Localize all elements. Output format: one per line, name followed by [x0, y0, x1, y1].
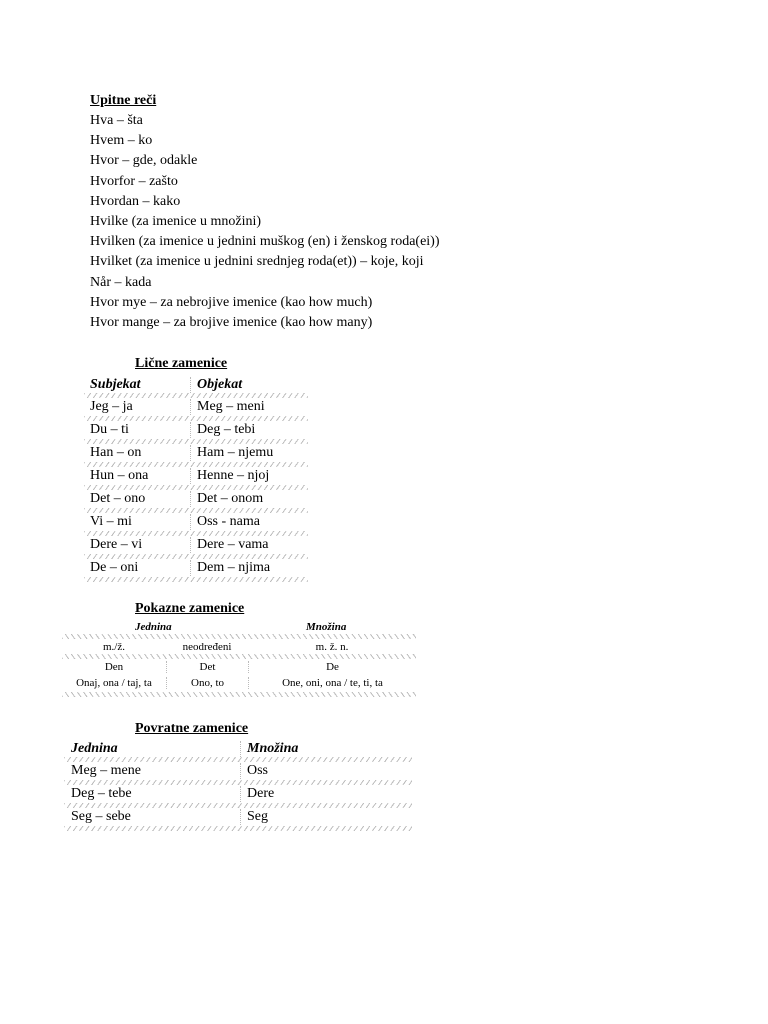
singular-cell: Deg – tebe	[71, 786, 132, 801]
table-header	[62, 620, 416, 634]
word-cell: Den	[104, 660, 124, 673]
meaning-cell: Ono, to	[166, 677, 248, 689]
table-row	[64, 785, 412, 803]
table-header	[64, 740, 412, 757]
singular-cell: Seg – sebe	[71, 809, 131, 824]
plural-cell: Dere	[240, 786, 412, 802]
table-row	[84, 490, 308, 508]
table-row	[64, 808, 412, 826]
plural-cell: Oss	[240, 763, 412, 779]
personal-pronouns-title: Lične zamenice	[135, 356, 228, 371]
object-cell: Deg – tebi	[190, 422, 308, 438]
list-item: Hvem – ko	[90, 133, 153, 149]
question-words-title: Upitne reči	[90, 93, 157, 108]
list-item: Når – kada	[90, 274, 152, 290]
header-mnozina: Množina	[306, 621, 347, 633]
table-header	[84, 375, 308, 393]
subject-cell: Han – on	[90, 445, 142, 460]
divider	[64, 826, 412, 831]
list-item: Hvordan – kako	[90, 193, 181, 209]
list-item: Hvilke (za imenice u množini)	[90, 213, 262, 229]
meaning-cell: One, oni, ona / te, ti, ta	[248, 677, 416, 689]
table-row	[62, 659, 416, 674]
table-row	[84, 421, 308, 439]
question-words-list	[90, 111, 610, 333]
singular-cell: Meg – mene	[71, 763, 141, 778]
list-item: Hvor mye – za nebrojive imenice (kao how much)	[90, 294, 373, 310]
subheader-cell: m./ž.	[103, 640, 125, 653]
list-item: Hvor – gde, odakle	[90, 153, 198, 169]
header-objekat: Objekat	[190, 377, 308, 393]
table-row	[84, 536, 308, 554]
table-row	[62, 674, 416, 692]
header-mnozina: Množina	[240, 741, 412, 757]
subheader-cell: m. ž. n.	[315, 640, 349, 653]
divider	[62, 692, 416, 697]
object-cell: Det – onom	[190, 491, 308, 507]
subject-cell: Hun – ona	[90, 468, 149, 483]
object-cell: Henne – njoj	[190, 468, 308, 484]
list-item: Hvor mange – za brojive imenice (kao how many)	[90, 314, 373, 330]
subject-cell: Dere – vi	[90, 537, 143, 552]
table-row	[62, 639, 416, 654]
table-row	[64, 762, 412, 780]
meaning-cell: Onaj, ona / taj, ta	[76, 677, 152, 689]
object-cell: Meg – meni	[190, 399, 308, 415]
object-cell: Ham – njemu	[190, 445, 308, 461]
object-cell: Dem – njima	[190, 560, 308, 576]
divider	[84, 577, 308, 582]
table-row	[84, 398, 308, 416]
header-jednina: Jednina	[135, 621, 172, 633]
table-row	[84, 559, 308, 577]
header-jednina: Jednina	[71, 740, 118, 756]
word-cell: De	[248, 661, 416, 673]
reflexive-pronouns-table	[64, 740, 412, 831]
table-row	[84, 513, 308, 531]
list-item: Hvilken (za imenice u jednini muškog (en) i ženskog roda(ei))	[90, 234, 440, 250]
question-words-section	[90, 91, 610, 333]
personal-pronouns-table	[84, 375, 308, 582]
demonstrative-pronouns-title: Pokazne zamenice	[135, 601, 245, 616]
word-cell: Det	[166, 661, 248, 673]
plural-cell: Seg	[240, 809, 412, 825]
list-item: Hva – šta	[90, 113, 143, 128]
reflexive-pronouns-title: Povratne zamenice	[135, 721, 249, 736]
subject-cell: De – oni	[90, 560, 139, 575]
list-item: Hvorfor – zašto	[90, 173, 178, 189]
demonstrative-pronouns-table	[62, 620, 416, 697]
table-row	[84, 444, 308, 462]
object-cell: Dere – vama	[190, 537, 308, 553]
subject-cell: Vi – mi	[90, 514, 132, 529]
subject-cell: Du – ti	[90, 422, 129, 437]
subheader-cell: neodređeni	[182, 640, 232, 653]
object-cell: Oss - nama	[190, 514, 308, 530]
table-row	[84, 467, 308, 485]
list-item: Hvilket (za imenice u jednini srednjeg roda(et)) – koje, koji	[90, 254, 424, 270]
header-subjekat: Subjekat	[90, 377, 141, 392]
subject-cell: Det – ono	[90, 491, 146, 506]
subject-cell: Jeg – ja	[90, 399, 133, 414]
